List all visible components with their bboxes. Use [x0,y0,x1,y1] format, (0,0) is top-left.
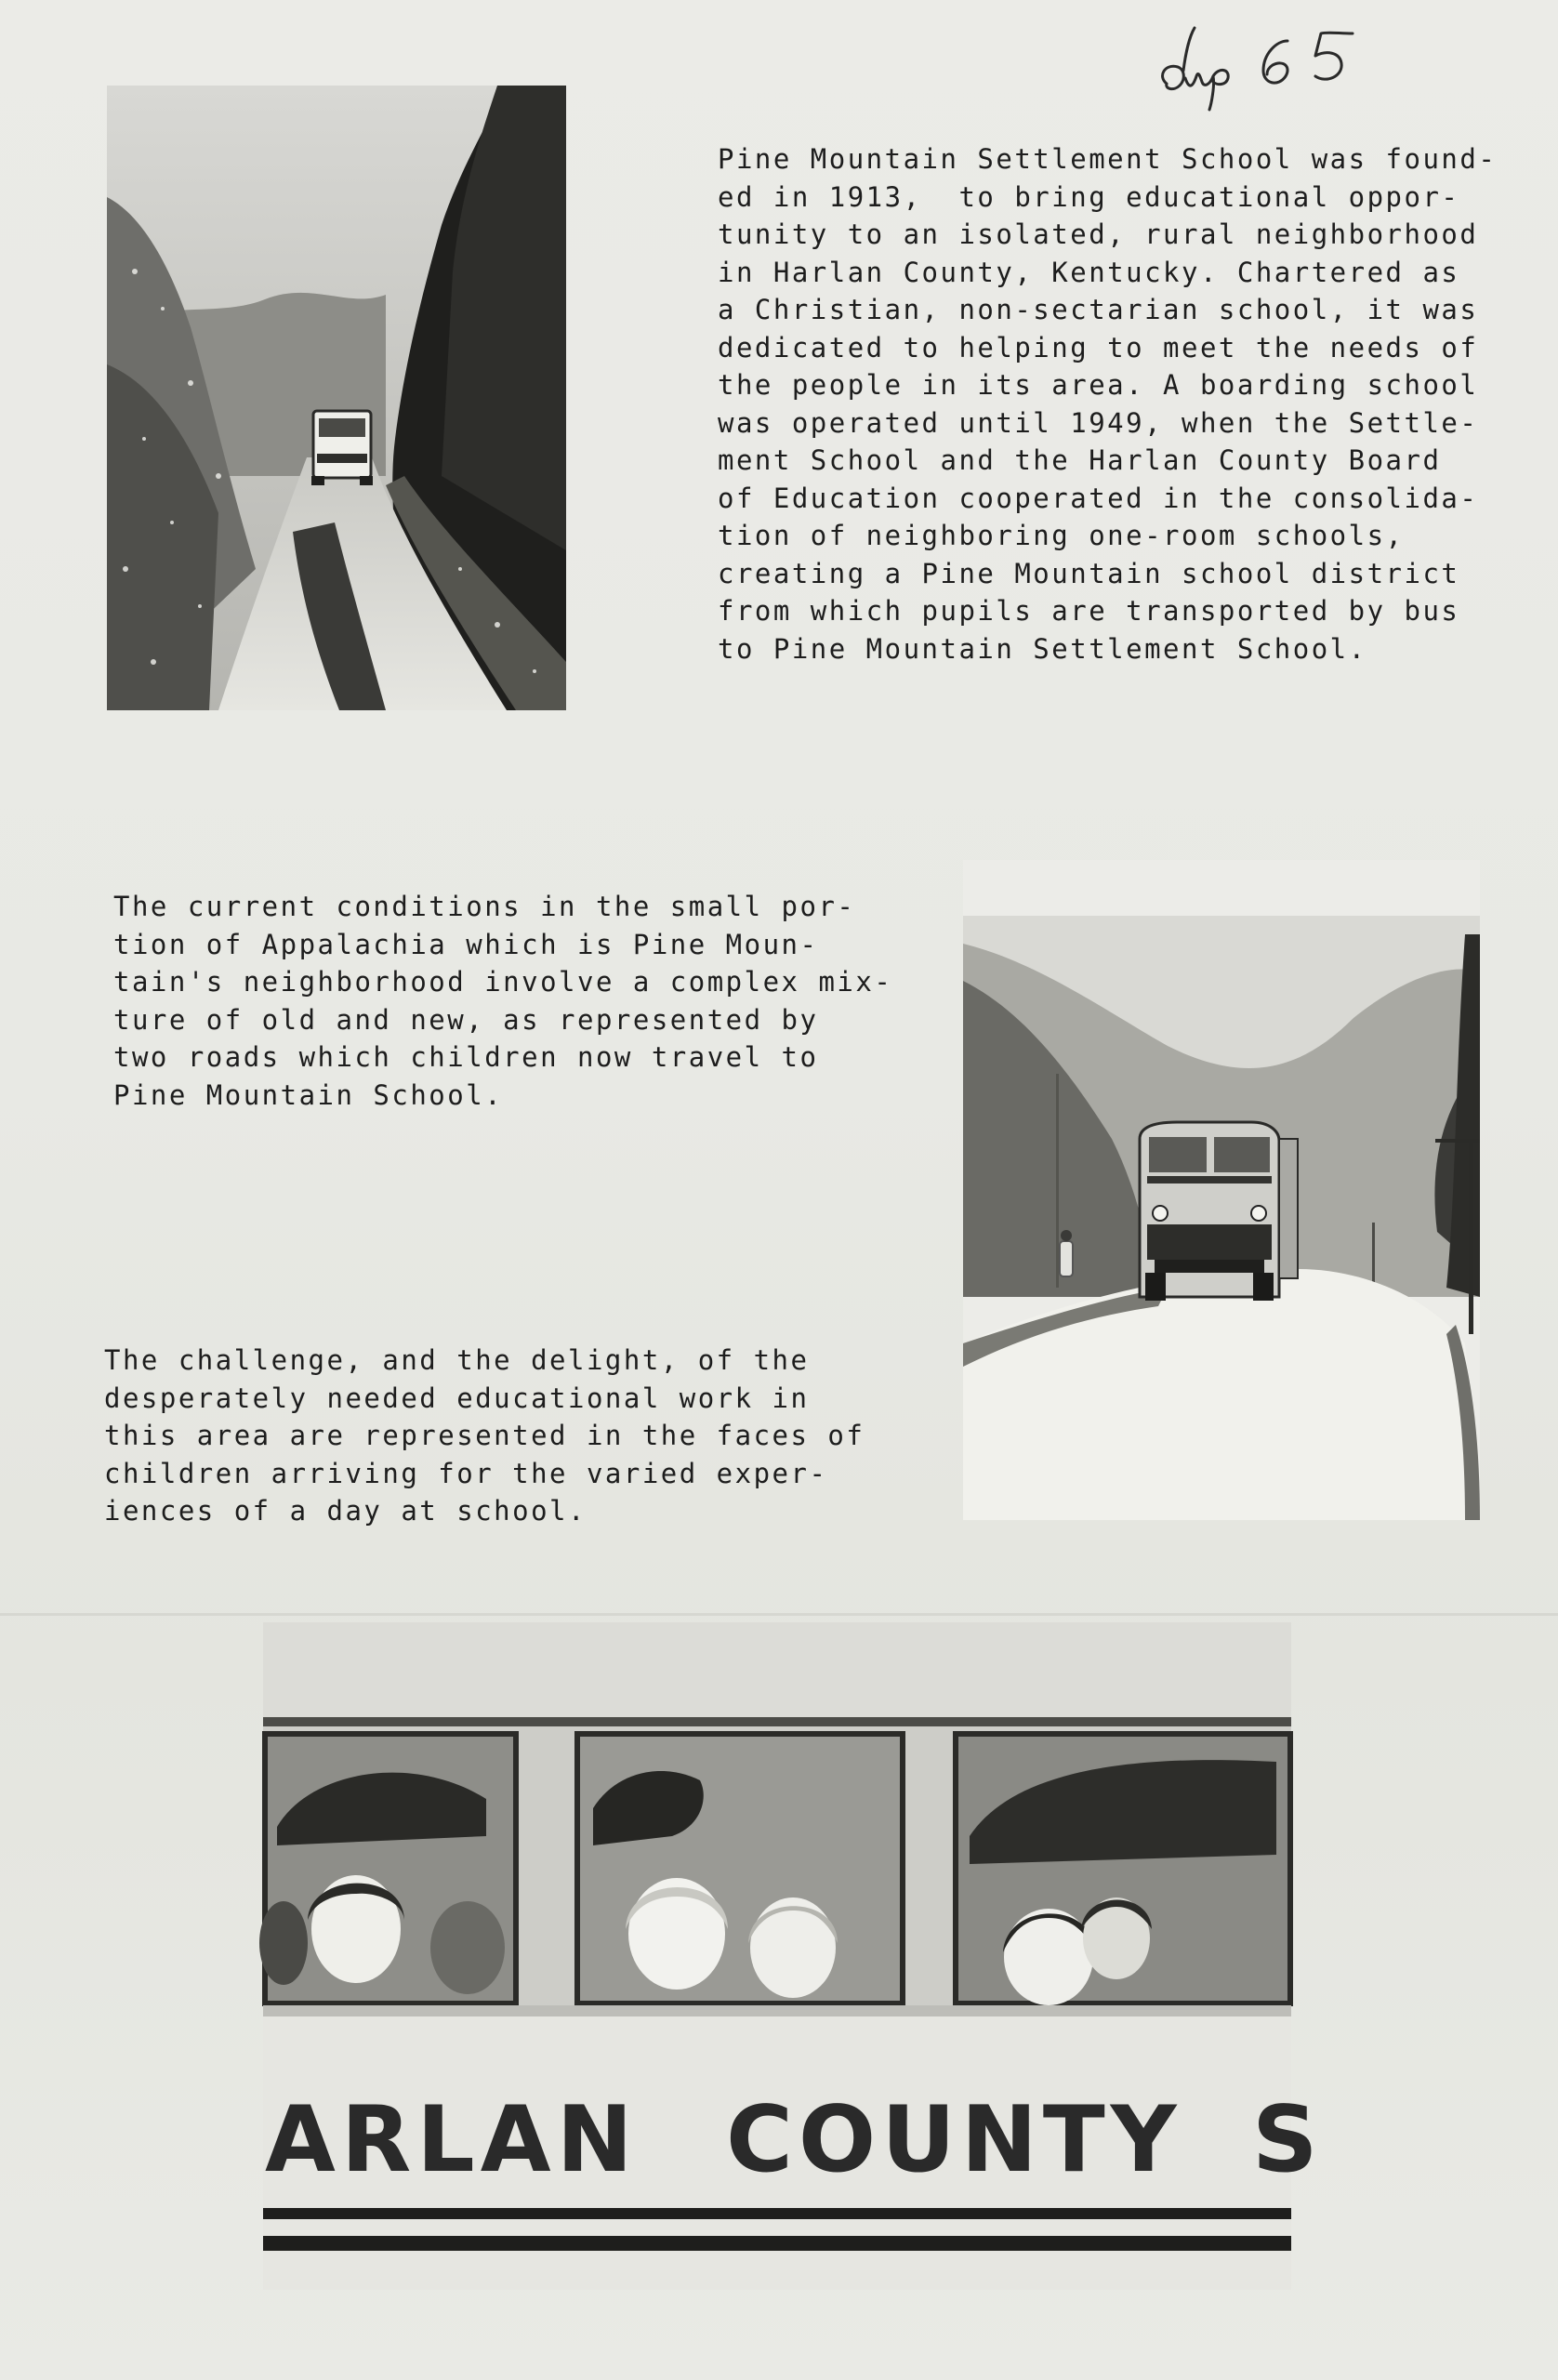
photo-children-in-bus [263,1622,1324,2290]
text-line: this area are represented in the faces of [104,1420,865,1451]
text-line: The current conditions in the small por- [113,891,856,922]
text-line: the people in its area. A boarding school [718,369,1479,401]
text-line: dedicated to helping to meet the needs of [718,331,1479,364]
text-line: from which pupils are transported by bus [718,595,1460,627]
text-line: tion of Appalachia which is Pine Moun- [113,928,819,960]
photo-bus-snowy-road [107,86,566,710]
paragraph-conditions [113,888,892,1114]
text-line: in Harlan County, Kentucky. Chartered as [718,256,1460,288]
text-line: tain's neighborhood involve a complex mix- [113,966,893,998]
bus-lettering-left: ARLAN [265,2087,639,2193]
paragraph-intro [718,140,1497,668]
text-line: to Pine Mountain Settlement School. [718,632,1367,665]
bus-lettering-right: S [1252,2087,1324,2193]
handwritten-annotation [1148,19,1446,112]
photo-bus-paved-road [963,860,1480,1520]
text-line: Pine Mountain School. [113,1078,504,1111]
text-line: a Christian, non-sectarian school, it was [718,294,1479,325]
text-line: ed in 1913, to bring educational oppor- [718,180,1460,213]
text-line: ment School and the Harlan County Board [718,444,1442,476]
text-line: was operated until 1949, when the Settle- [718,406,1479,439]
text-line: ture of old and new, as represented by [113,1003,819,1036]
text-line: tion of neighboring one-room schools, [718,520,1405,551]
text-line: iences of a day at school. [104,1495,587,1527]
text-line: The challenge, and the delight, of the [104,1344,810,1376]
text-line: of Education cooperated in the consolida- [718,482,1479,514]
annotation-text: dup 65 [1148,19,1152,20]
bus-lettering-center: COUNTY [726,2087,1182,2193]
text-line: two roads which children now travel to [113,1041,819,1073]
text-line: tunity to an isolated, rural neighborhood [718,218,1479,250]
text-line: desperately needed educational work in [104,1382,810,1414]
page-fold-line [0,1613,1558,1616]
text-line: Pine Mountain Settlement School was found- [718,143,1498,175]
text-line: children arriving for the varied exper- [104,1457,828,1489]
paragraph-challenge [104,1342,865,1530]
text-line: creating a Pine Mountain school district [718,557,1460,589]
